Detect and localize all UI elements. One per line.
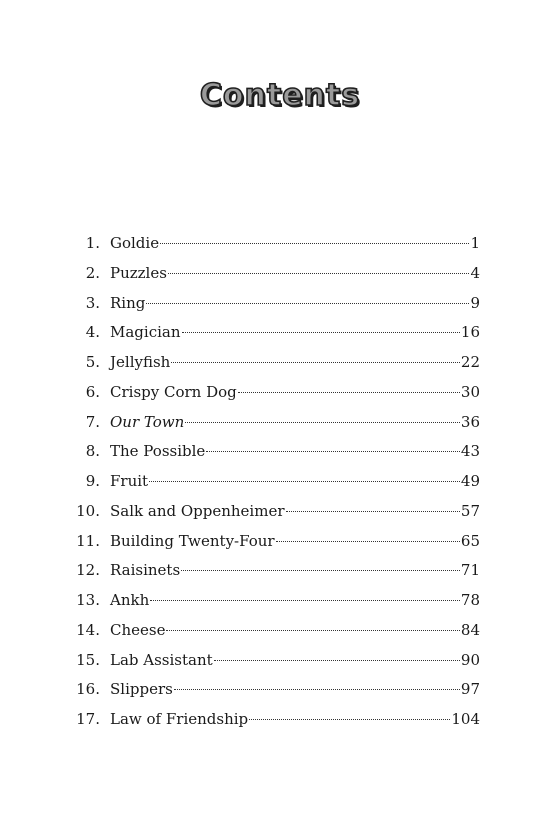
chapter-number: 13. (76, 591, 100, 609)
dot-leader (166, 630, 459, 631)
chapter-page-number: 30 (460, 382, 480, 401)
table-of-contents (70, 229, 480, 735)
chapter-page-number: 104 (451, 710, 480, 728)
chapter-title: Ring (110, 293, 146, 312)
toc-entry-body (110, 348, 480, 378)
toc-entry[interactable] (70, 556, 480, 586)
dot-leader (168, 273, 470, 274)
dot-leader (149, 481, 460, 482)
chapter-page-number: 84 (460, 620, 480, 639)
chapter-number: 11. (76, 531, 100, 550)
toc-entry-body (110, 289, 480, 319)
chapter-number: 16. (76, 680, 100, 699)
chapter-title: Goldie (110, 234, 160, 252)
toc-entry-body (110, 259, 480, 289)
chapter-page-number: 90 (460, 650, 480, 669)
toc-entry[interactable] (70, 378, 480, 408)
dot-leader (249, 719, 450, 720)
chapter-number: 7. (85, 412, 100, 431)
toc-entry-body (110, 527, 480, 557)
toc-entry[interactable] (70, 527, 480, 557)
toc-entry[interactable] (70, 348, 480, 378)
toc-entry-body (110, 675, 480, 705)
chapter-title: Fruit (110, 472, 149, 490)
toc-entry-body (110, 556, 480, 586)
dot-leader (146, 303, 469, 304)
dot-leader (214, 660, 460, 661)
chapter-title: Law of Friendship (110, 710, 249, 728)
chapter-page-number: 71 (460, 561, 480, 580)
chapter-number: 12. (76, 561, 100, 580)
chapter-page-number: 16 (460, 323, 480, 342)
toc-entry-body (110, 616, 480, 646)
chapter-number: 10. (76, 501, 100, 520)
toc-entry[interactable] (70, 408, 480, 438)
dot-leader (185, 422, 460, 423)
chapter-title: Puzzles (110, 263, 167, 282)
dot-leader (150, 600, 460, 601)
chapter-number: 1. (85, 234, 100, 252)
toc-entry[interactable] (70, 229, 480, 259)
chapter-page-number: 57 (460, 501, 480, 520)
chapter-page-number: 9 (470, 293, 480, 312)
chapter-page-number: 97 (460, 680, 480, 699)
toc-entry[interactable] (70, 675, 480, 705)
toc-entry[interactable] (70, 289, 480, 319)
chapter-title: Raisinets (110, 561, 181, 580)
dot-leader (238, 392, 460, 393)
toc-entry[interactable] (70, 467, 480, 497)
toc-entry[interactable] (70, 616, 480, 646)
chapter-page-number: 1 (470, 234, 480, 252)
chapter-page-number: 49 (460, 472, 480, 490)
chapter-number: 3. (85, 293, 100, 312)
chapter-title: Magician (110, 323, 181, 342)
chapter-number: 6. (85, 382, 100, 401)
dot-leader (276, 541, 460, 542)
toc-entry-body (110, 646, 480, 676)
toc-entry[interactable] (70, 586, 480, 616)
chapter-title: Salk and Oppenheimer (110, 501, 285, 520)
chapter-title: The Possible (110, 442, 206, 461)
chapter-title: Building Twenty-Four (110, 531, 275, 550)
chapter-page-number: 4 (470, 263, 480, 282)
chapter-number: 9. (85, 472, 100, 490)
chapter-number: 4. (85, 323, 100, 342)
toc-entry-body (110, 437, 480, 467)
chapter-page-number: 65 (460, 531, 480, 550)
chapter-page-number: 36 (460, 412, 480, 431)
dot-leader (286, 511, 460, 512)
toc-entry-body (110, 705, 480, 735)
chapter-number: 17. (76, 710, 100, 728)
toc-entry[interactable] (70, 259, 480, 289)
toc-entry-body (110, 586, 480, 616)
chapter-number: 5. (85, 353, 100, 371)
toc-entry-body (110, 318, 480, 348)
chapter-title: Jellyfish (110, 353, 171, 371)
dot-leader (160, 243, 469, 244)
toc-entry[interactable] (70, 705, 480, 735)
toc-entry-body (110, 408, 480, 438)
chapter-number: 14. (76, 620, 100, 639)
chapter-page-number: 43 (460, 442, 480, 461)
toc-entry-body (110, 467, 480, 497)
page-title: Contents (199, 78, 361, 113)
dot-leader (206, 451, 460, 452)
toc-entry-body (110, 229, 480, 259)
chapter-title: Slippers (110, 680, 173, 699)
chapter-number: 8. (85, 442, 100, 461)
chapter-number: 2. (85, 263, 100, 282)
dot-leader (181, 570, 460, 571)
toc-entry-body (110, 378, 480, 408)
chapter-title: Lab Assistant (110, 650, 213, 669)
toc-entry-body (110, 497, 480, 527)
chapter-page-number: 78 (460, 591, 480, 609)
dot-leader (182, 332, 460, 333)
toc-entry[interactable] (70, 497, 480, 527)
dot-leader (174, 689, 460, 690)
toc-entry[interactable] (70, 646, 480, 676)
chapter-page-number: 22 (460, 353, 480, 371)
dot-leader (171, 362, 460, 363)
chapter-title: Our Town (110, 412, 185, 431)
chapter-title: Crispy Corn Dog (110, 382, 237, 401)
chapter-title: Cheese (110, 620, 166, 639)
chapter-number: 15. (76, 650, 100, 669)
chapter-title: Ankh (110, 591, 150, 609)
toc-entry[interactable] (70, 318, 480, 348)
toc-entry[interactable] (70, 437, 480, 467)
